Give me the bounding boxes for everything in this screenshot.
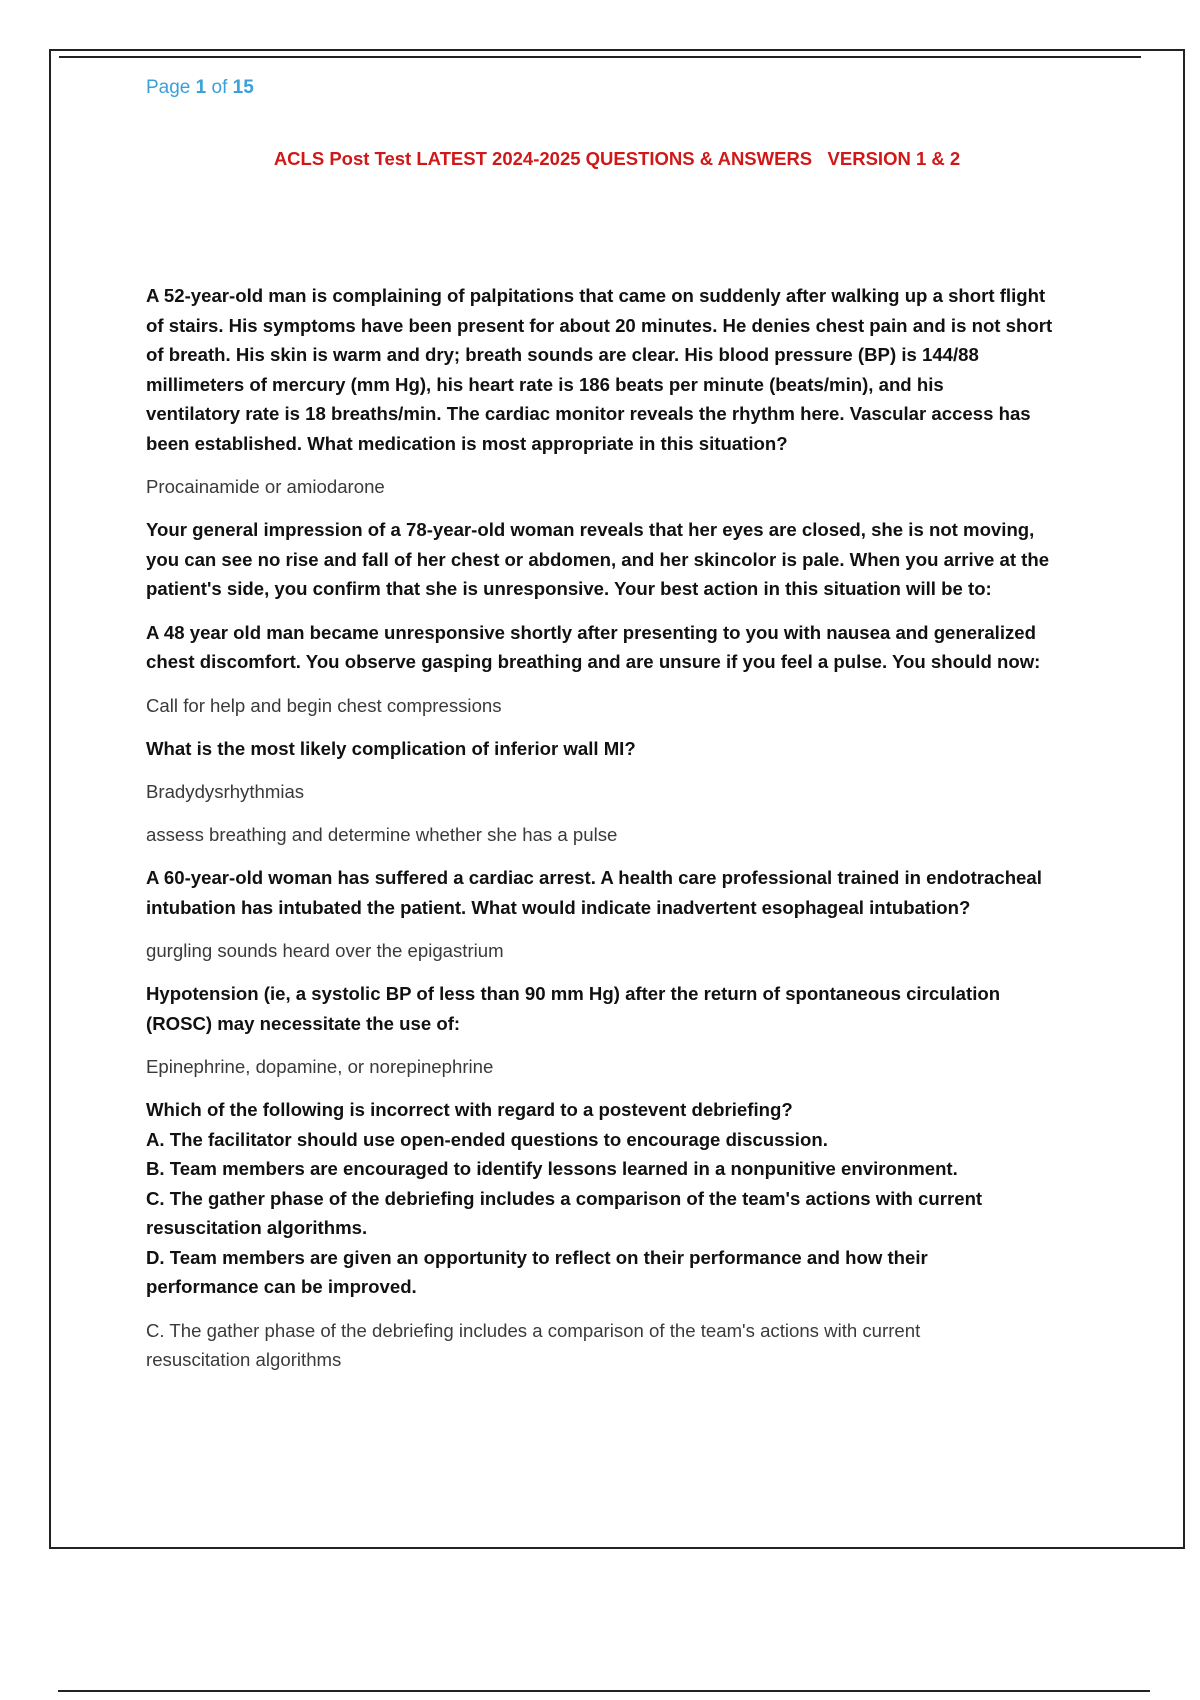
total-pages: 15 xyxy=(232,77,254,98)
question-5: A 60-year-old woman has suffered a cardiac arrest. A health care professional trained in endotracheal intubation has intubated the patient. What would indicate inadvertent esophageal intubation? xyxy=(146,867,1042,918)
footer-rule xyxy=(58,1690,1150,1692)
answer-6: Epinephrine, dopamine, or norepinephrine xyxy=(146,1056,494,1077)
option-c: C. The gather phase of the debriefing includes a comparison of the team's actions with current xyxy=(146,1187,983,1209)
answer-2: assess breathing and determine whether she has a pulse xyxy=(146,824,618,845)
document-title: ACLS Post Test LATEST 2024-2025 QUESTIONS & ANSWERS VERSION 1 & 2 xyxy=(273,148,961,169)
question-3: A 48 year old man became unresponsive shortly after presenting to you with nausea and generalized chest discomfort. You observe gasping breathing and are unsure if you feel a pulse. You should now: xyxy=(146,621,1041,672)
question-7: Which of the following is incorrect with regard to a postevent debriefing? A. The facilitator should use open-ended questions to encourage discussion. B. Team members are encouraged to identify lessons learned in a nonpunitive environment. C. The gather phase of the debriefing includes a comparison of the team's actions with current resuscitation algorithms. D. Team members are given an opportunity to reflect on their performance and how their performance can be improved. xyxy=(146,1095,1136,1302)
qa-content xyxy=(146,281,1136,1388)
option-a: A. The facilitator should use open-ended questions to encourage discussion. xyxy=(146,1128,828,1150)
page-frame xyxy=(49,49,1185,1549)
option-b: B. Team members are encouraged to identify lessons learned in a nonpunitive environment. xyxy=(146,1158,958,1179)
question-6: Hypotension (ie, a systolic BP of less than 90 mm Hg) after the return of spontaneous circulation (ROSC) may necessitate the use of: xyxy=(146,983,1001,1034)
answer-7: C. The gather phase of the debriefing includes a comparison of the team's actions with current resuscitation algorithms xyxy=(146,1319,921,1370)
header-rule xyxy=(59,56,1141,58)
option-d: D. Team members are given an opportunity to reflect on their performance and how their xyxy=(146,1246,928,1268)
question-1: A 52-year-old man is complaining of palpitations that came on suddenly after walking up a short flight of stairs. His symptoms have been present for about 20 minutes. He denies chest pain and is not short of breath. His skin is warm and dry; breath sounds are clear. His blood pressure (BP) is 144/88 millimeters of mercury (mm Hg), his heart rate is 186 beats per minute (beats/min), and his ventilatory rate is 18 breaths/min. The cardiac monitor reveals the rhythm here. Vascular access has been established. What medication is most appropriate in this situation? xyxy=(146,285,1053,454)
current-page: 1 xyxy=(195,77,207,98)
answer-4: Bradydysrhythmias xyxy=(146,781,305,802)
page-number: Page 1 of 15 xyxy=(146,77,254,98)
answer-3: Call for help and begin chest compressions xyxy=(146,694,502,716)
answer-5: gurgling sounds heard over the epigastrium xyxy=(146,940,504,961)
answer-1: Procainamide or amiodarone xyxy=(146,476,385,497)
question-2: Your general impression of a 78-year-old woman reveals that her eyes are closed, she is not moving, you can see no rise and fall of her chest or abdomen, and her skincolor is pale. When you arrive at the patient's side, you confirm that she is unresponsive. Your best action in this situation will be to: xyxy=(146,519,1050,599)
question-4: What is the most likely complication of inferior wall MI? xyxy=(146,737,636,759)
